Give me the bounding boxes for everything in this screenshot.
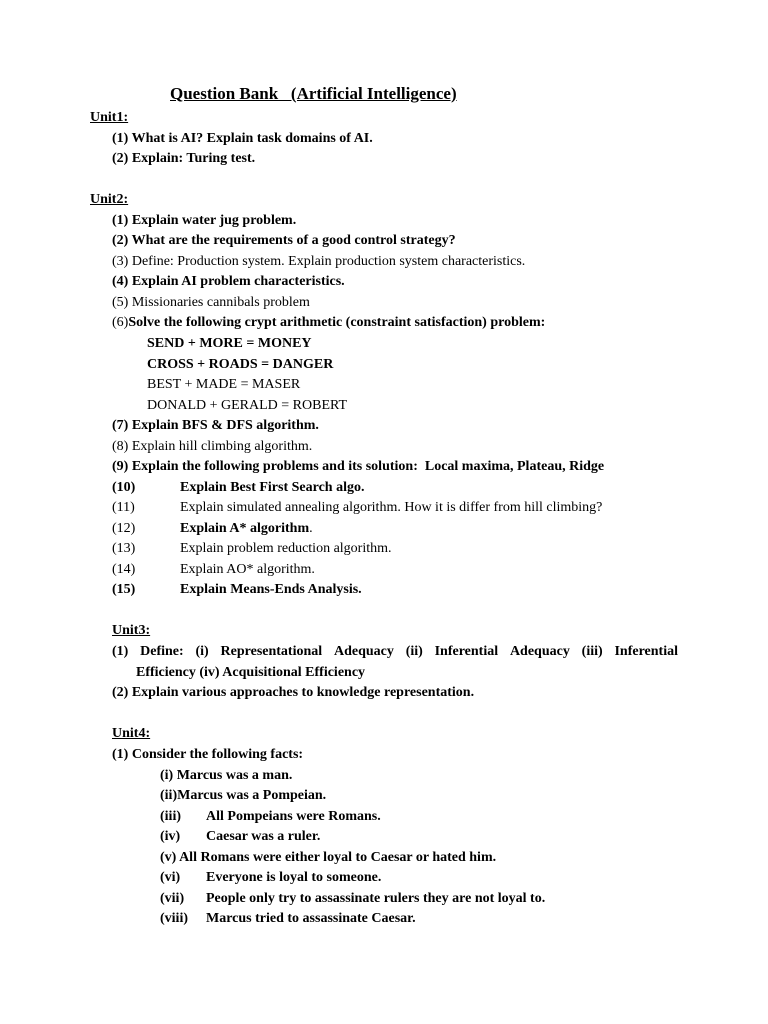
unit1-heading: Unit1:	[90, 110, 129, 125]
unit2-question-9	[112, 457, 604, 478]
question-number: (1)	[112, 131, 129, 146]
puzzle-2: CROSS + ROADS = DANGER	[147, 357, 334, 372]
question-word: (iii)	[581, 644, 603, 659]
unit1-question-2	[112, 149, 255, 170]
unit2-question-10	[112, 478, 364, 499]
fact-text: Marcus was a man.	[176, 768, 293, 783]
fact-3	[160, 807, 381, 828]
puzzle-1: SEND + MORE = MONEY	[147, 336, 312, 351]
unit3-heading: Unit3:	[112, 623, 151, 638]
question-text: Explain hill climbing algorithm.	[131, 439, 313, 454]
fact-number: (viii)	[160, 911, 188, 926]
question-number: (15)	[112, 582, 136, 597]
unit2-question-1	[112, 211, 296, 232]
question-word: (i)	[195, 644, 209, 659]
question-text: Explain Means-Ends Analysis.	[180, 582, 362, 597]
unit2-heading: Unit2:	[90, 192, 129, 207]
question-number: (6)	[112, 315, 129, 330]
unit4-heading: Unit4:	[112, 726, 151, 741]
question-text: Explain water jug problem.	[131, 213, 297, 228]
question-text: Missionaries cannibals problem	[131, 295, 310, 310]
question-text: Explain BFS & DFS algorithm.	[131, 418, 319, 433]
fact-text: All Romans were either loyal to Caesar or hated him.	[179, 850, 497, 865]
question-number: (7)	[112, 418, 129, 433]
unit2-question-3	[112, 252, 525, 273]
fact-text: All Pompeians were Romans.	[206, 809, 381, 824]
question-text: Explain problem reduction algorithm.	[180, 541, 392, 556]
question-word: Adequacy	[509, 644, 570, 659]
unit2-question-2	[112, 231, 456, 252]
unit2-question-14	[112, 560, 315, 581]
unit2-question-12	[112, 519, 313, 540]
fact-5	[160, 848, 496, 869]
question-text: Solve the following crypt arithmetic (constraint satisfaction) problem:	[128, 315, 546, 330]
question-number: (5)	[112, 295, 129, 310]
unit1-question-1	[112, 129, 373, 150]
fact-text: People only try to assassinate rulers they are not loyal to.	[206, 891, 546, 906]
unit2-question-11	[112, 498, 602, 519]
question-text: Explain simulated annealing algorithm. How it is differ from hill climbing?	[180, 500, 603, 515]
fact-number: (i)	[160, 768, 174, 783]
question-text: Explain AO* algorithm.	[180, 562, 315, 577]
unit2-question-13	[112, 539, 392, 560]
unit3-question-2	[112, 683, 474, 704]
question-first-line	[112, 642, 678, 663]
question-text-tail: .	[309, 521, 313, 536]
fact-number: (iv)	[160, 829, 181, 844]
question-word: (ii)	[405, 644, 423, 659]
question-text: Consider the following facts:	[131, 747, 304, 762]
question-number: (11)	[112, 500, 135, 515]
fact-number: (vi)	[160, 870, 181, 885]
question-word: Inferential	[614, 644, 678, 659]
page-title: Question Bank (Artificial Intelligence)	[170, 84, 457, 103]
puzzle-3: BEST + MADE = MASER	[147, 377, 301, 392]
question-text: Explain AI problem characteristics.	[131, 274, 345, 289]
question-word: Define:	[140, 644, 184, 659]
question-number: (2)	[112, 151, 129, 166]
unit2-question-6	[112, 313, 545, 334]
question-text: Explain the following problems and its solution: Local maxima, Plateau, Ridge	[131, 459, 605, 474]
fact-text: Marcus was a Pompeian.	[177, 788, 327, 803]
unit2-question-7	[112, 416, 319, 437]
unit3-question-1	[112, 642, 678, 683]
question-number: (4)	[112, 274, 129, 289]
fact-1	[160, 766, 292, 787]
question-number: (10)	[112, 480, 136, 495]
question-number: (13)	[112, 541, 136, 556]
question-number: (2)	[112, 233, 129, 248]
question-text: What is AI? Explain task domains of AI.	[131, 131, 373, 146]
fact-text: Everyone is loyal to someone.	[206, 870, 382, 885]
fact-number: (v)	[160, 850, 177, 865]
fact-number: (ii)	[160, 788, 178, 803]
fact-8	[160, 909, 416, 930]
question-text: Explain: Turing test.	[131, 151, 256, 166]
unit2-question-8	[112, 437, 312, 458]
fact-7	[160, 889, 545, 910]
fact-6	[160, 868, 381, 889]
unit2-question-15	[112, 580, 362, 601]
question-word: Inferential	[434, 644, 499, 659]
unit2-question-4	[112, 272, 345, 293]
question-text: Explain Best First Search algo.	[180, 480, 365, 495]
fact-number: (vii)	[160, 891, 185, 906]
fact-text: Marcus tried to assassinate Caesar.	[206, 911, 416, 926]
question-text: Explain various approaches to knowledge representation.	[131, 685, 475, 700]
puzzle-4: DONALD + GERALD = ROBERT	[147, 398, 348, 413]
question-number: (9)	[112, 459, 129, 474]
question-number: (8)	[112, 439, 129, 454]
question-continuation: Efficiency (iv) Acquisitional Efficiency	[136, 664, 366, 680]
fact-number: (iii)	[160, 809, 181, 824]
question-number: (1)	[112, 213, 129, 228]
fact-4	[160, 827, 320, 848]
question-number: (12)	[112, 521, 136, 536]
unit2-question-5	[112, 293, 310, 314]
question-word: Representational	[220, 644, 323, 659]
unit4-question-1	[112, 745, 303, 766]
question-number: (3)	[112, 254, 129, 269]
question-number: (1)	[112, 747, 129, 762]
question-number: (1)	[112, 644, 129, 659]
question-number: (14)	[112, 562, 136, 577]
question-text: What are the requirements of a good control strategy?	[131, 233, 456, 248]
question-number: (2)	[112, 685, 129, 700]
question-word: Adequacy	[333, 644, 394, 659]
fact-2	[160, 786, 326, 807]
question-text: Define: Production system. Explain production system characteristics.	[131, 254, 526, 269]
fact-text: Caesar was a ruler.	[206, 829, 321, 844]
question-text: Explain A* algorithm	[180, 521, 310, 536]
